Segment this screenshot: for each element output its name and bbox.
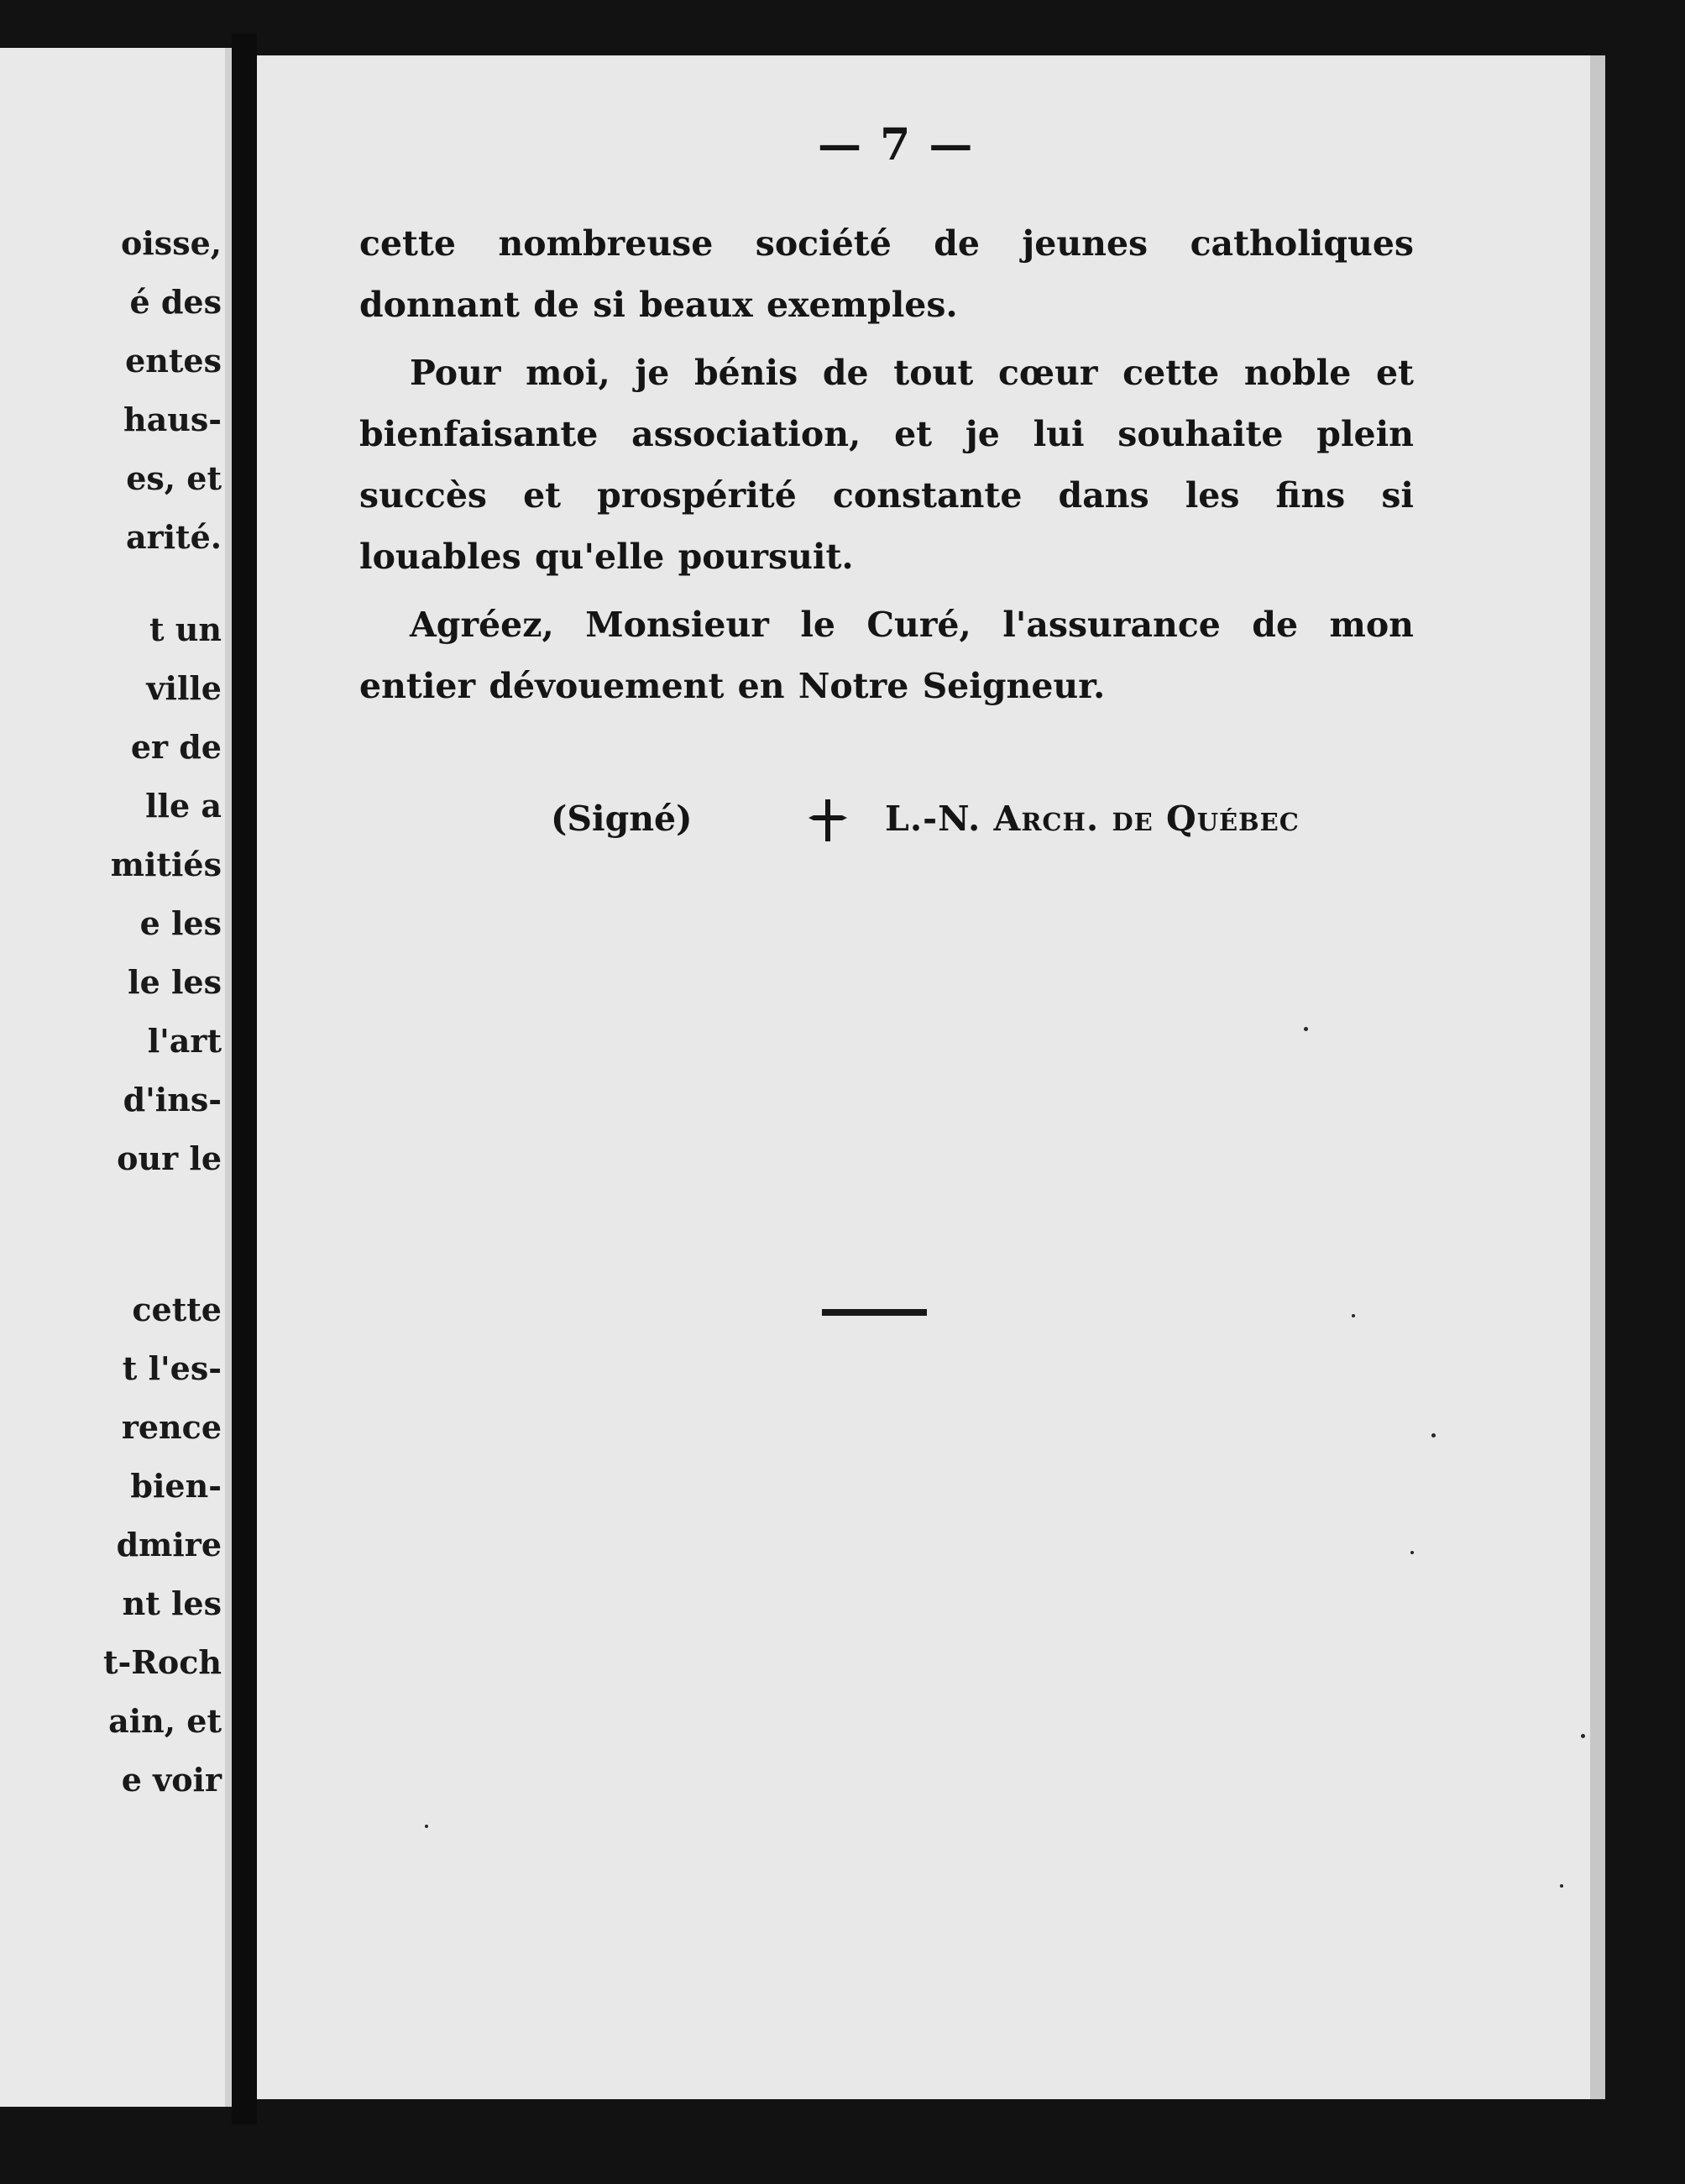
left-page-line: rence	[121, 1408, 222, 1446]
left-page-line: d'ins-	[123, 1081, 222, 1118]
signed-label: (Signé)	[551, 799, 693, 839]
left-page-line: bien-	[130, 1467, 222, 1505]
left-page-line: le les	[128, 963, 222, 1001]
left-page-line: e les	[139, 904, 222, 942]
print-speck	[1352, 1314, 1355, 1317]
letter-paragraph-2: Pour moi, je bénis de tout cœur cette noble et bienfaisante association, et je lui souhaite plein succès et prospérité constante dans les fins si louables qu'elle poursuit.	[359, 353, 1414, 577]
letter-paragraph-3: Agréez, Monsieur le Curé, l'assurance de mon entier dévouement en Notre Seigneur.	[359, 605, 1414, 706]
left-page-line: mitiés	[110, 846, 222, 883]
left-page-fragment	[0, 48, 232, 2107]
print-speck	[1410, 1551, 1414, 1554]
left-page-line: t un	[149, 610, 222, 648]
left-page-line: haus-	[123, 401, 222, 438]
left-page-line: entes	[125, 342, 222, 380]
left-page-line: cette	[132, 1291, 222, 1328]
left-page-line: our le	[117, 1139, 222, 1177]
left-page-line: lle a	[145, 787, 222, 825]
main-page	[257, 55, 1605, 2099]
print-speck	[1304, 1027, 1308, 1031]
left-page-line: es, et	[126, 459, 222, 497]
left-page-line: e voir	[121, 1761, 222, 1799]
left-page-line: é des	[129, 283, 222, 321]
left-page-line: nt les	[122, 1584, 222, 1622]
left-page-line: t-Roch	[102, 1643, 222, 1681]
letter-paragraph-1: cette nombreuse société de jeunes catholiques donnant de si beaux exemples.	[359, 223, 1414, 325]
left-page-line: t l'es-	[122, 1349, 222, 1387]
left-page-line: ville	[146, 669, 222, 707]
print-speck	[1581, 1734, 1585, 1738]
signature-line	[551, 799, 1390, 849]
left-page-line: oisse,	[121, 224, 222, 262]
print-speck	[425, 1825, 428, 1828]
letter-body	[359, 213, 1414, 717]
cross-icon	[804, 797, 851, 844]
horizontal-rule	[822, 1309, 927, 1316]
left-page-line: arité.	[125, 518, 222, 556]
left-page-line: dmire	[116, 1526, 222, 1563]
left-page-line: er de	[130, 728, 222, 766]
signature-name: L.-N. Arch. de Québec	[885, 799, 1300, 839]
page-gutter	[232, 34, 257, 2124]
left-page-line: l'art	[147, 1022, 222, 1060]
print-speck	[1431, 1433, 1436, 1438]
page-number: — 7 —	[818, 119, 975, 170]
print-speck	[1560, 1884, 1563, 1888]
left-page-line: ain, et	[108, 1702, 222, 1740]
